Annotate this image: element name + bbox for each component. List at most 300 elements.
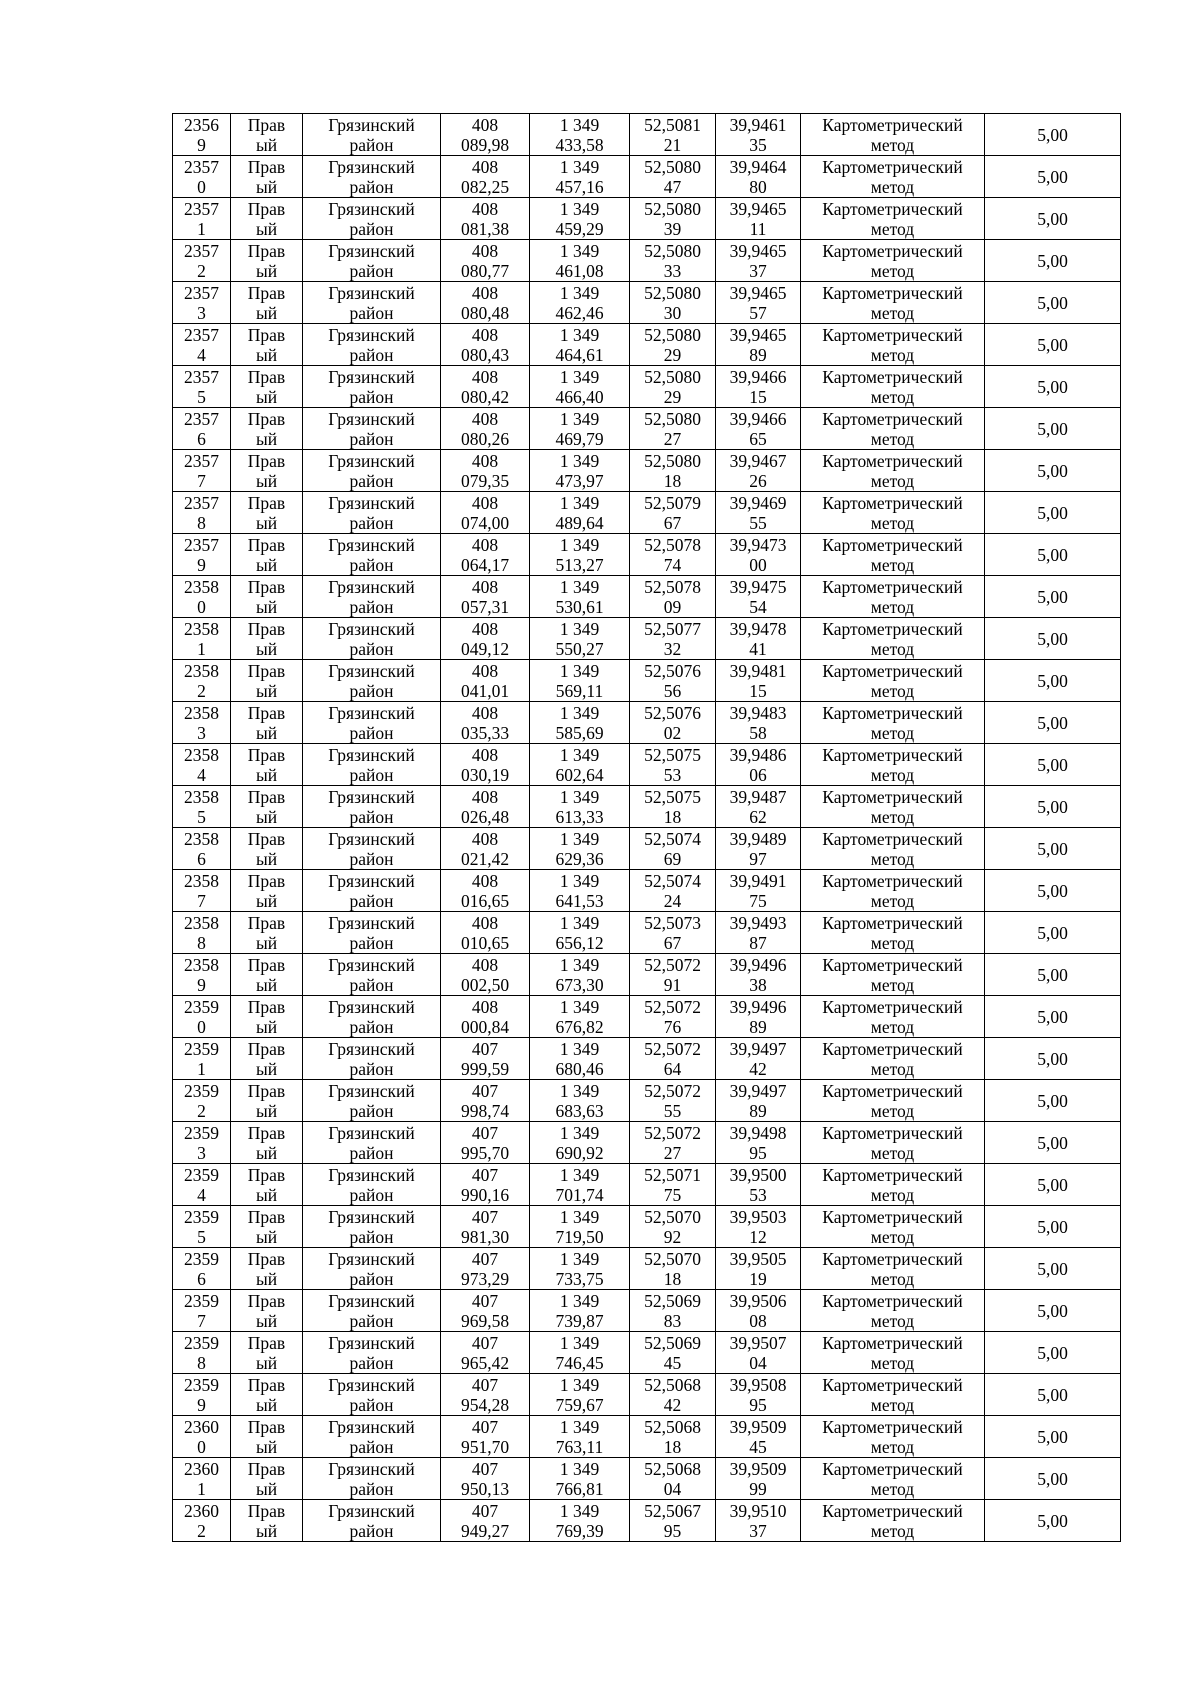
cell-method-line: метод [870, 1100, 915, 1121]
cell-district-line: Грязинский [328, 198, 415, 219]
cell-y-coordinate-line: 613,33 [555, 806, 604, 827]
cell-latitude [630, 576, 716, 618]
cell-longitude-line: 39,9464 [729, 156, 787, 177]
cell-x-coordinate [441, 1374, 530, 1416]
table-row [173, 1206, 1121, 1248]
cell-y-coordinate-line: 550,27 [555, 638, 604, 659]
coordinates-table-body [173, 114, 1121, 1542]
cell-longitude-line: 39,9496 [729, 954, 787, 975]
cell-point-number [173, 828, 231, 870]
cell-district-line: Грязинский [328, 366, 415, 387]
cell-method-line: метод [870, 512, 915, 533]
cell-latitude [630, 1122, 716, 1164]
cell-accuracy: 5,00 [985, 1416, 1121, 1458]
cell-method-line: метод [870, 806, 915, 827]
table-row [173, 996, 1121, 1038]
cell-latitude-line: 52,5080 [644, 408, 701, 429]
cell-district-line: Грязинский [328, 1164, 415, 1185]
cell-bank-line: Прав [247, 324, 286, 345]
cell-latitude [630, 324, 716, 366]
cell-bank [231, 1332, 303, 1374]
cell-bank-line: Прав [247, 534, 286, 555]
cell-bank-line: ый [255, 890, 278, 911]
cell-point-number-line: 2357 [184, 534, 219, 555]
cell-latitude [630, 1332, 716, 1374]
cell-bank-line: ый [255, 848, 278, 869]
cell-district-line: район [349, 134, 394, 155]
cell-latitude-line: 09 [663, 596, 682, 617]
cell-x-coordinate-line: 407 [471, 1164, 499, 1185]
cell-y-coordinate-line: 1 349 [559, 198, 600, 219]
cell-y-coordinate-line: 433,58 [555, 134, 604, 155]
cell-method-line: метод [870, 1142, 915, 1163]
cell-y-coordinate-line: 1 349 [559, 744, 600, 765]
cell-x-coordinate-line: 081,38 [460, 218, 510, 239]
cell-method-line: метод [870, 638, 915, 659]
cell-latitude-line: 29 [663, 344, 682, 365]
cell-x-coordinate-line: 080,77 [460, 260, 510, 281]
cell-x-coordinate [441, 786, 530, 828]
cell-district-line: Грязинский [328, 1500, 415, 1521]
cell-latitude-line: 29 [663, 386, 682, 407]
cell-district [303, 660, 441, 702]
cell-bank-line: Прав [247, 786, 286, 807]
cell-method [801, 576, 985, 618]
cell-method [801, 1290, 985, 1332]
cell-method-line: Картометрический [822, 1332, 963, 1353]
cell-y-coordinate-line: 1 349 [559, 1416, 600, 1437]
cell-latitude-line: 52,5072 [644, 1122, 701, 1143]
cell-y-coordinate [530, 114, 630, 156]
cell-latitude [630, 828, 716, 870]
cell-x-coordinate-line: 995,70 [460, 1142, 510, 1163]
cell-y-coordinate [530, 996, 630, 1038]
cell-district [303, 786, 441, 828]
cell-longitude [716, 282, 801, 324]
cell-method [801, 954, 985, 996]
table-row [173, 282, 1121, 324]
cell-y-coordinate-line: 1 349 [559, 1332, 600, 1353]
cell-y-coordinate-line: 569,11 [555, 680, 604, 701]
cell-x-coordinate [441, 1206, 530, 1248]
cell-bank [231, 156, 303, 198]
cell-longitude-line: 39,9465 [729, 282, 787, 303]
cell-point-number-line: 3 [197, 722, 206, 743]
cell-y-coordinate-line: 461,08 [555, 260, 604, 281]
cell-point-number-line: 2359 [184, 1080, 219, 1101]
cell-bank-line: ый [255, 764, 278, 785]
cell-y-coordinate-line: 656,12 [555, 932, 604, 953]
cell-method [801, 114, 985, 156]
cell-accuracy: 5,00 [985, 702, 1121, 744]
cell-x-coordinate-line: 407 [471, 1374, 499, 1395]
cell-longitude-line: 45 [749, 1436, 767, 1457]
cell-point-number-line: 2358 [184, 912, 219, 933]
cell-district [303, 198, 441, 240]
cell-method-line: метод [870, 596, 915, 617]
cell-point-number [173, 954, 231, 996]
cell-x-coordinate-line: 407 [471, 1206, 499, 1227]
cell-bank-line: Прав [247, 576, 286, 597]
cell-district-line: район [349, 1436, 394, 1457]
cell-point-number [173, 786, 231, 828]
cell-accuracy: 5,00 [985, 828, 1121, 870]
cell-y-coordinate-line: 1 349 [559, 534, 600, 555]
cell-x-coordinate-line: 973,29 [460, 1268, 510, 1289]
cell-district-line: Грязинский [328, 1080, 415, 1101]
cell-y-coordinate [530, 282, 630, 324]
cell-longitude-line: 39,9507 [729, 1332, 787, 1353]
cell-bank-line: ый [255, 512, 278, 533]
cell-method [801, 660, 985, 702]
cell-longitude-line: 15 [749, 386, 767, 407]
cell-bank [231, 1248, 303, 1290]
cell-method [801, 534, 985, 576]
cell-y-coordinate-line: 1 349 [559, 786, 600, 807]
cell-district [303, 1122, 441, 1164]
cell-x-coordinate [441, 912, 530, 954]
cell-latitude-line: 52,5079 [644, 492, 701, 513]
cell-x-coordinate-line: 408 [471, 786, 499, 807]
cell-district-line: Грязинский [328, 1122, 415, 1143]
cell-latitude-line: 18 [663, 806, 682, 827]
cell-bank-line: Прав [247, 1458, 286, 1479]
cell-longitude-line: 89 [749, 344, 767, 365]
cell-y-coordinate-line: 629,36 [555, 848, 604, 869]
cell-longitude-line: 04 [749, 1352, 767, 1373]
cell-district-line: район [349, 680, 394, 701]
cell-latitude [630, 156, 716, 198]
cell-district [303, 744, 441, 786]
cell-point-number-line: 8 [197, 1352, 206, 1373]
cell-method-line: метод [870, 386, 915, 407]
cell-district-line: район [349, 1352, 394, 1373]
cell-district-line: Грязинский [328, 282, 415, 303]
table-row [173, 408, 1121, 450]
cell-bank [231, 1206, 303, 1248]
table-row [173, 450, 1121, 492]
cell-latitude [630, 1416, 716, 1458]
cell-x-coordinate-line: 951,70 [460, 1436, 510, 1457]
cell-point-number [173, 492, 231, 534]
cell-latitude [630, 366, 716, 408]
cell-y-coordinate-line: 641,53 [555, 890, 604, 911]
cell-y-coordinate-line: 739,87 [555, 1310, 604, 1331]
cell-bank-line: ый [255, 806, 278, 827]
cell-x-coordinate [441, 996, 530, 1038]
cell-y-coordinate-line: 464,61 [555, 344, 604, 365]
cell-x-coordinate-line: 407 [471, 1122, 499, 1143]
cell-latitude-line: 52,5069 [644, 1332, 701, 1353]
cell-method [801, 744, 985, 786]
cell-y-coordinate-line: 1 349 [559, 618, 600, 639]
table-row [173, 1500, 1121, 1542]
cell-method-line: метод [870, 1268, 915, 1289]
cell-y-coordinate-line: 462,46 [555, 302, 604, 323]
cell-x-coordinate [441, 1038, 530, 1080]
cell-point-number-line: 7 [197, 890, 206, 911]
cell-y-coordinate-line: 1 349 [559, 324, 600, 345]
cell-longitude [716, 954, 801, 996]
cell-method-line: метод [870, 344, 915, 365]
cell-y-coordinate [530, 1206, 630, 1248]
cell-x-coordinate-line: 080,42 [460, 386, 510, 407]
table-row [173, 492, 1121, 534]
cell-latitude-line: 24 [663, 890, 682, 911]
cell-district-line: район [349, 1016, 394, 1037]
cell-latitude-line: 39 [663, 218, 682, 239]
cell-district-line: Грязинский [328, 660, 415, 681]
cell-y-coordinate-line: 585,69 [555, 722, 604, 743]
cell-point-number [173, 1038, 231, 1080]
table-row [173, 828, 1121, 870]
cell-method-line: Картометрический [822, 954, 963, 975]
cell-bank-line: ый [255, 428, 278, 449]
cell-latitude-line: 18 [663, 470, 682, 491]
cell-x-coordinate [441, 828, 530, 870]
cell-bank-line: Прав [247, 702, 286, 723]
cell-method-line: Картометрический [822, 282, 963, 303]
cell-latitude-line: 69 [663, 848, 682, 869]
cell-point-number-line: 2358 [184, 618, 219, 639]
cell-longitude-line: 39,9483 [729, 702, 787, 723]
cell-latitude-line: 52,5078 [644, 576, 701, 597]
cell-longitude-line: 39,9509 [729, 1458, 787, 1479]
cell-district-line: Грязинский [328, 1206, 415, 1227]
cell-method-line: метод [870, 1058, 915, 1079]
cell-latitude-line: 52,5074 [644, 828, 701, 849]
cell-district-line: Грязинский [328, 828, 415, 849]
cell-bank [231, 240, 303, 282]
cell-method-line: метод [870, 1520, 915, 1541]
cell-longitude [716, 492, 801, 534]
cell-y-coordinate-line: 680,46 [555, 1058, 604, 1079]
cell-x-coordinate [441, 492, 530, 534]
cell-latitude-line: 76 [663, 1016, 682, 1037]
cell-method [801, 1122, 985, 1164]
cell-district-line: район [349, 344, 394, 365]
cell-point-number [173, 408, 231, 450]
cell-district-line: Грязинский [328, 954, 415, 975]
cell-y-coordinate-line: 457,16 [555, 176, 604, 197]
cell-district-line: Грязинский [328, 408, 415, 429]
cell-district [303, 450, 441, 492]
cell-longitude [716, 114, 801, 156]
cell-method [801, 702, 985, 744]
cell-y-coordinate-line: 473,97 [555, 470, 604, 491]
cell-method-line: метод [870, 134, 915, 155]
cell-bank [231, 1122, 303, 1164]
cell-bank-line: ый [255, 1436, 278, 1457]
cell-x-coordinate [441, 324, 530, 366]
cell-latitude-line: 95 [663, 1520, 682, 1541]
cell-method-line: метод [870, 302, 915, 323]
cell-method [801, 618, 985, 660]
cell-method-line: Картометрический [822, 660, 963, 681]
table-row [173, 618, 1121, 660]
cell-accuracy: 5,00 [985, 240, 1121, 282]
cell-point-number-line: 2358 [184, 828, 219, 849]
cell-district [303, 1332, 441, 1374]
cell-longitude-line: 35 [749, 134, 767, 155]
cell-method [801, 1164, 985, 1206]
cell-accuracy: 5,00 [985, 492, 1121, 534]
cell-latitude-line: 75 [663, 1184, 682, 1205]
cell-longitude-line: 39,9493 [729, 912, 787, 933]
cell-latitude [630, 1164, 716, 1206]
cell-method [801, 912, 985, 954]
cell-district [303, 114, 441, 156]
cell-latitude-line: 52,5080 [644, 156, 701, 177]
cell-x-coordinate [441, 1332, 530, 1374]
table-row [173, 954, 1121, 996]
cell-point-number-line: 9 [197, 554, 206, 575]
cell-y-coordinate-line: 766,81 [555, 1478, 604, 1499]
cell-accuracy: 5,00 [985, 996, 1121, 1038]
cell-latitude-line: 21 [663, 134, 682, 155]
cell-longitude-line: 26 [749, 470, 767, 491]
cell-method-line: метод [870, 1226, 915, 1247]
cell-bank-line: ый [255, 596, 278, 617]
table-row [173, 870, 1121, 912]
cell-method-line: Картометрический [822, 408, 963, 429]
cell-point-number [173, 702, 231, 744]
cell-latitude-line: 53 [663, 764, 682, 785]
cell-accuracy: 5,00 [985, 1374, 1121, 1416]
cell-bank-line: Прав [247, 1290, 286, 1311]
cell-method-line: Картометрический [822, 1164, 963, 1185]
cell-longitude-line: 39,9475 [729, 576, 787, 597]
cell-x-coordinate-line: 016,65 [460, 890, 510, 911]
cell-district [303, 1500, 441, 1542]
cell-accuracy: 5,00 [985, 1122, 1121, 1164]
cell-x-coordinate-line: 408 [471, 870, 499, 891]
cell-bank-line: ый [255, 470, 278, 491]
cell-longitude-line: 39,9467 [729, 450, 787, 471]
cell-longitude-line: 39,9461 [729, 114, 787, 135]
cell-point-number [173, 114, 231, 156]
cell-y-coordinate-line: 602,64 [555, 764, 604, 785]
cell-y-coordinate [530, 1122, 630, 1164]
cell-method-line: Картометрический [822, 828, 963, 849]
cell-bank-line: ый [255, 554, 278, 575]
cell-latitude [630, 744, 716, 786]
cell-x-coordinate-line: 408 [471, 324, 499, 345]
cell-district-line: Грязинский [328, 1374, 415, 1395]
cell-x-coordinate-line: 999,59 [460, 1058, 510, 1079]
cell-district [303, 282, 441, 324]
cell-accuracy: 5,00 [985, 1080, 1121, 1122]
cell-district-line: Грязинский [328, 744, 415, 765]
cell-district-line: район [349, 596, 394, 617]
cell-x-coordinate [441, 702, 530, 744]
cell-x-coordinate-line: 002,50 [460, 974, 510, 995]
cell-y-coordinate [530, 828, 630, 870]
cell-district-line: район [349, 470, 394, 491]
cell-longitude-line: 06 [749, 764, 767, 785]
cell-point-number-line: 5 [197, 806, 206, 827]
cell-bank-line: ый [255, 1352, 278, 1373]
cell-point-number [173, 324, 231, 366]
cell-longitude-line: 99 [749, 1478, 767, 1499]
cell-latitude [630, 702, 716, 744]
cell-x-coordinate [441, 1416, 530, 1458]
cell-accuracy: 5,00 [985, 324, 1121, 366]
cell-y-coordinate-line: 1 349 [559, 114, 600, 135]
cell-latitude-line: 52,5070 [644, 1248, 701, 1269]
cell-longitude-line: 37 [749, 1520, 767, 1541]
cell-latitude-line: 04 [663, 1478, 682, 1499]
cell-district [303, 240, 441, 282]
table-row [173, 660, 1121, 702]
cell-bank-line: ый [255, 260, 278, 281]
cell-bank [231, 702, 303, 744]
cell-bank-line: Прав [247, 618, 286, 639]
cell-latitude-line: 83 [663, 1310, 682, 1331]
cell-latitude-line: 52,5068 [644, 1416, 701, 1437]
cell-point-number [173, 1164, 231, 1206]
cell-latitude-line: 55 [663, 1100, 682, 1121]
cell-bank-line: Прав [247, 1164, 286, 1185]
table-row [173, 534, 1121, 576]
cell-method [801, 198, 985, 240]
cell-y-coordinate-line: 1 349 [559, 240, 600, 261]
cell-accuracy: 5,00 [985, 450, 1121, 492]
cell-bank-line: Прав [247, 1332, 286, 1353]
table-row [173, 240, 1121, 282]
cell-method-line: Картометрический [822, 870, 963, 891]
cell-method-line: метод [870, 764, 915, 785]
cell-point-number [173, 1122, 231, 1164]
cell-method-line: Картометрический [822, 1500, 963, 1521]
cell-method-line: метод [870, 974, 915, 995]
cell-x-coordinate-line: 074,00 [460, 512, 510, 533]
cell-longitude-line: 75 [749, 890, 767, 911]
cell-latitude-line: 52,5070 [644, 1206, 701, 1227]
cell-longitude-line: 39,9487 [729, 786, 787, 807]
table-row [173, 1458, 1121, 1500]
cell-method-line: метод [870, 1352, 915, 1373]
cell-bank [231, 618, 303, 660]
cell-district [303, 1374, 441, 1416]
cell-point-number [173, 1290, 231, 1332]
cell-longitude-line: 39,9498 [729, 1122, 787, 1143]
cell-latitude [630, 1458, 716, 1500]
cell-y-coordinate [530, 240, 630, 282]
cell-district [303, 1416, 441, 1458]
cell-district-line: Грязинский [328, 702, 415, 723]
cell-method-line: метод [870, 1310, 915, 1331]
cell-x-coordinate [441, 450, 530, 492]
cell-y-coordinate-line: 759,67 [555, 1394, 604, 1415]
cell-district [303, 870, 441, 912]
cell-accuracy: 5,00 [985, 1458, 1121, 1500]
cell-longitude-line: 39,9506 [729, 1290, 787, 1311]
cell-longitude [716, 744, 801, 786]
cell-bank [231, 996, 303, 1038]
cell-method-line: Картометрический [822, 366, 963, 387]
cell-longitude-line: 42 [749, 1058, 767, 1079]
cell-point-number-line: 2358 [184, 660, 219, 681]
cell-method-line: метод [870, 218, 915, 239]
cell-x-coordinate-line: 407 [471, 1332, 499, 1353]
cell-bank-line: Прав [247, 198, 286, 219]
cell-bank-line: ый [255, 176, 278, 197]
cell-latitude-line: 52,5080 [644, 282, 701, 303]
cell-bank [231, 1458, 303, 1500]
cell-point-number-line: 2357 [184, 324, 219, 345]
cell-latitude-line: 52,5073 [644, 912, 701, 933]
